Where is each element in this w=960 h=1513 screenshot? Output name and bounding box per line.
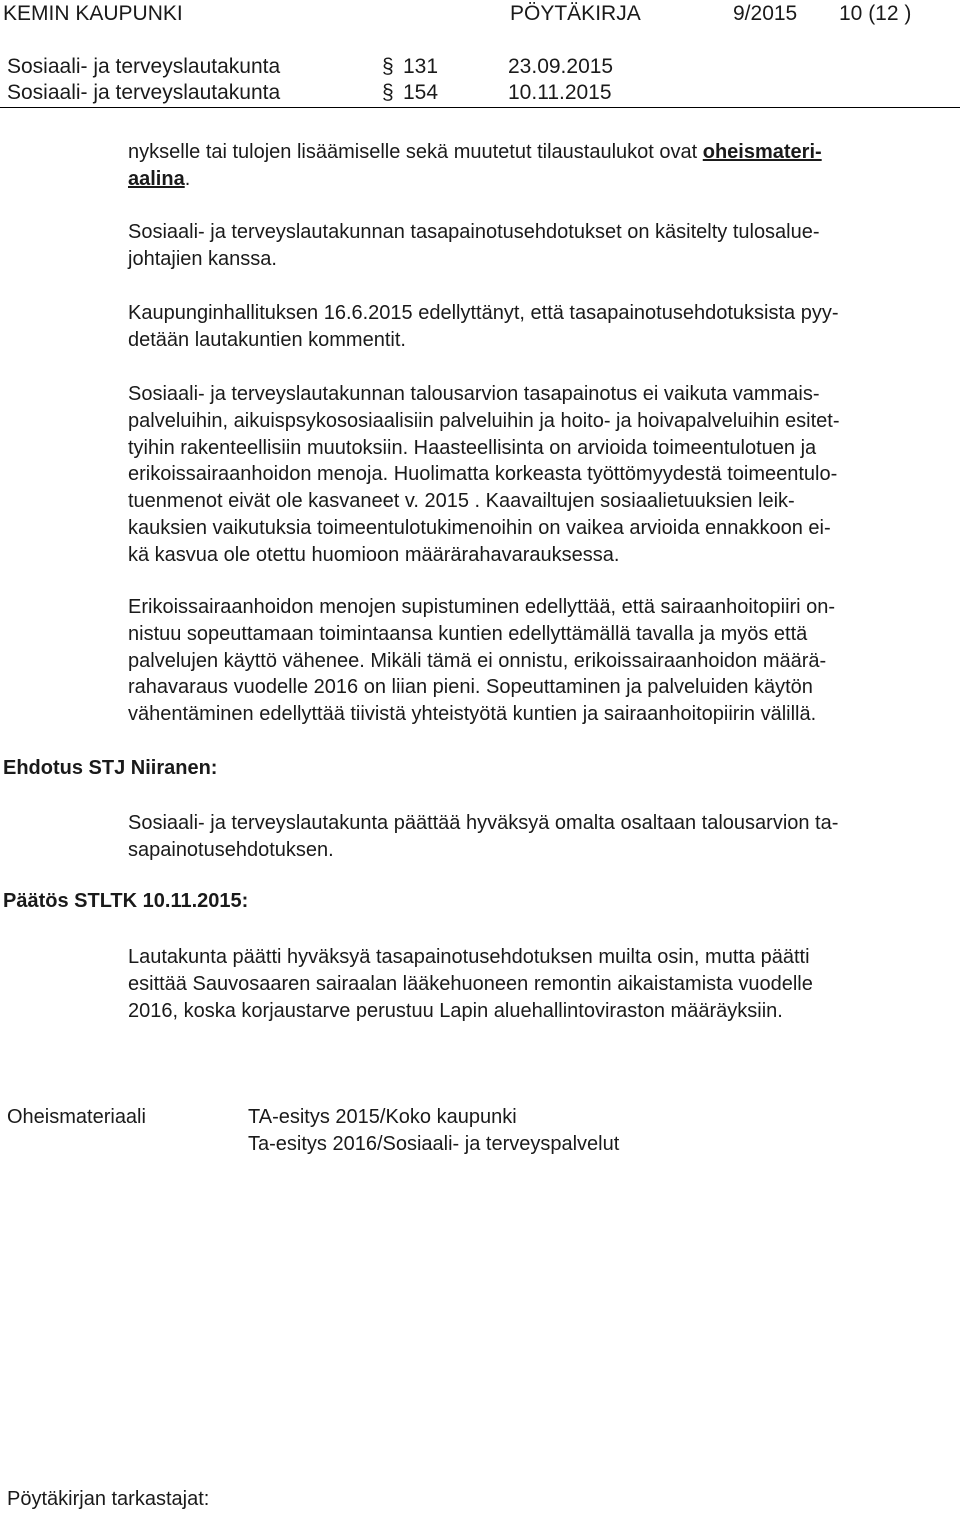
doc-type: PÖYTÄKIRJA (510, 2, 641, 25)
text-line: Sosiaali- ja terveyslautakunnan tasapainotusehdotukset on käsitelty tulosalue- (128, 221, 820, 243)
header-divider (0, 107, 960, 108)
text-line: tuenmenot eivät ole kasvaneet v. 2015 . Kaavailtujen sosiaalietuuksien leik- (128, 490, 795, 513)
text-line: tyihin rakenteellisiin muutoksiin. Haasteellisinta on arvioida toimeentulotuen ja (128, 436, 817, 459)
text-line: kä kasvua ole otettu huomioon määrärahavarauksessa. (128, 543, 620, 566)
text-line: kauksien vaikutuksia toimeentulotukimenoihin on vaikea arvioida ennakkoon ei- (128, 516, 831, 539)
text-line: johtajien kanssa. (128, 247, 277, 270)
attachment-item: Ta-esitys 2016/Sosiaali- ja terveyspalvelut (248, 1133, 620, 1155)
footer-reviewers-label: Pöytäkirjan tarkastajat: (7, 1488, 210, 1510)
text-line: 2016, koska korjaustarve perustuu Lapin aluehallintoviraston määräyksiin. (128, 999, 783, 1022)
attachments-label: Oheismateriaali (7, 1106, 146, 1128)
p1-text: nykselle tai tulojen lisäämiselle sekä muutetut tilaustaulukot ovat (128, 141, 703, 163)
proposal-label: Ehdotus STJ Niiranen: (3, 757, 218, 779)
text-line: sapainotusehdotuksen. (128, 838, 334, 861)
attachment-item: TA-esitys 2015/Koko kaupunki (248, 1106, 517, 1128)
text-line: palvelujen käyttö vähenee. Mikäli tämä ei onnistu, erikoissairaanhoidon määrä- (128, 649, 827, 672)
p1-text: . (184, 167, 191, 190)
paragraph-3 (128, 300, 948, 354)
text-line: palveluihin, aikuispsykososiaalisiin palveluihin ja hoito- ja hoivapalveluihin esitet- (128, 409, 840, 432)
attachment-link[interactable]: oheismateri- (702, 141, 822, 163)
text-line: Sosiaali- ja terveyslautakunta päättää hyväksyä omalta osaltaan talousarvion ta- (128, 812, 839, 834)
section-sign-icon: § (382, 55, 394, 78)
text-line: detään lautakuntien kommentit. (128, 328, 406, 351)
header-row-body: Sosiaali- ja terveyslautakunta (7, 81, 281, 104)
decision-text (128, 944, 948, 1024)
doc-number: 9/2015 (733, 2, 798, 25)
org-name: KEMIN KAUPUNKI (3, 2, 183, 25)
header-row-number: 131 (403, 55, 439, 78)
header-row-number: 154 (403, 81, 439, 104)
text-line: vähentäminen edellyttää tiivistä yhteistyötä kuntien ja sairaanhoitopiirin välillä. (128, 703, 817, 726)
paragraph-5 (128, 594, 948, 728)
text-line: erikoissairaanhoidon menoja. Huolimatta korkeasta työttömyydestä toimeentulo- (128, 463, 838, 486)
text-line: Kaupunginhallituksen 16.6.2015 edellyttänyt, että tasapainotusehdotuksista pyy- (128, 302, 839, 324)
header-row-date: 10.11.2015 (508, 81, 612, 104)
proposal-text (128, 810, 948, 864)
decision-label: Päätös STLTK 10.11.2015: (3, 890, 249, 912)
paragraph-4 (128, 381, 948, 569)
text-line: Erikoissairaanhoidon menojen supistuminen edellyttää, että sairaanhoitopiiri on- (128, 596, 836, 618)
text-line: rahavaraus vuodelle 2016 on liian pieni. Sopeuttaminen ja palveluiden käytön (128, 676, 813, 699)
header-row-body: Sosiaali- ja terveyslautakunta (7, 55, 281, 78)
page-number: 10 (12 ) (839, 2, 912, 25)
header-row-date: 23.09.2015 (508, 55, 614, 78)
paragraph-1 (128, 139, 948, 193)
attachment-link[interactable]: aalina (128, 167, 185, 190)
text-line: Sosiaali- ja terveyslautakunnan talousarvion tasapainotus ei vaikuta vammais- (128, 383, 820, 405)
text-line: Lautakunta päätti hyväksyä tasapainotusehdotuksen muilta osin, mutta päätti (128, 946, 810, 968)
text-line: nistuu sopeuttamaan toimintaansa kuntien edellyttämällä tavalla ja myös että (128, 622, 808, 645)
paragraph-2 (128, 219, 948, 273)
section-sign-icon: § (382, 81, 394, 104)
text-line: esittää Sauvosaaren sairaalan lääkehuoneen remontin aikaistamista vuodelle (128, 972, 813, 995)
